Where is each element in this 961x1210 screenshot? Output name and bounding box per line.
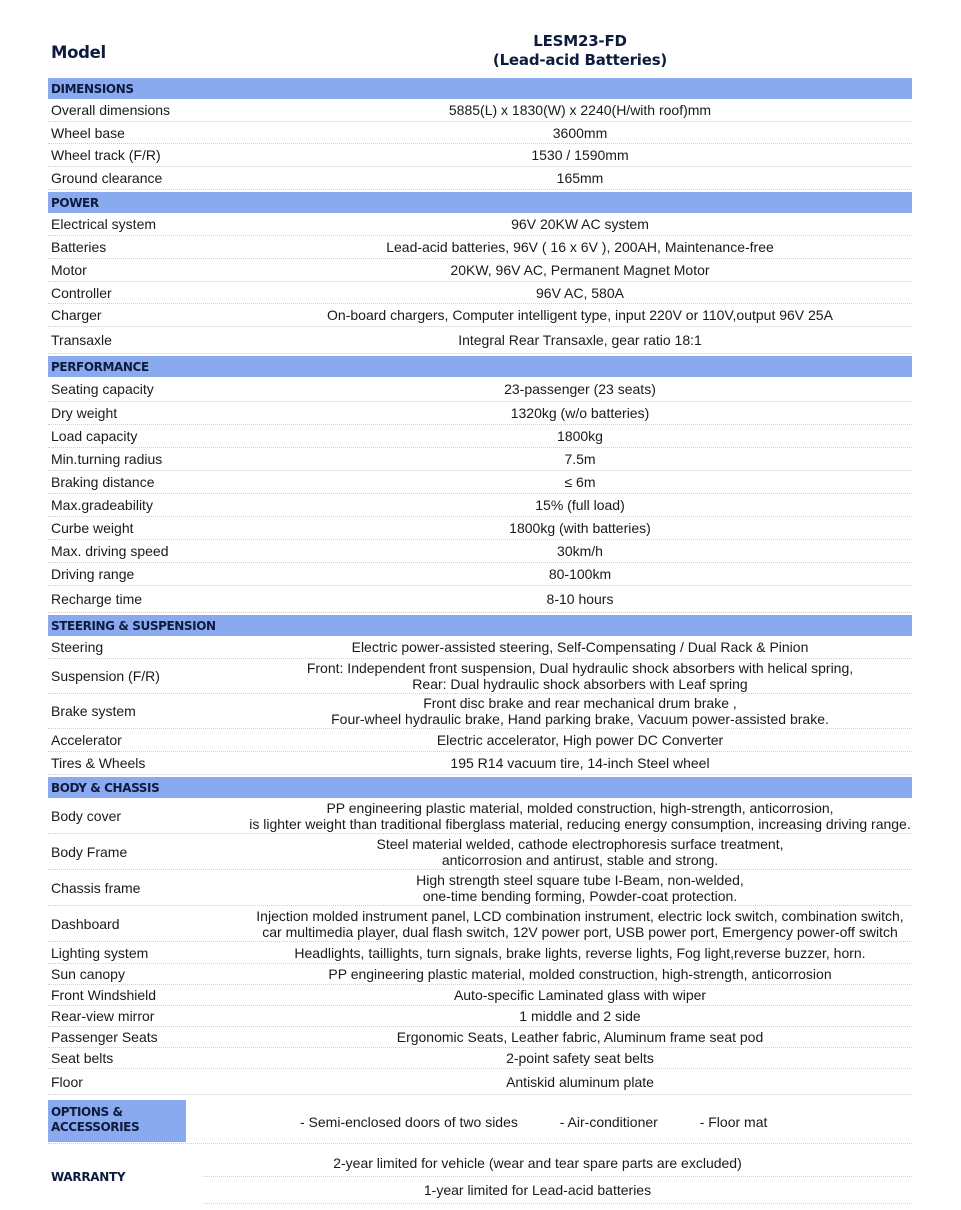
spec-row (48, 659, 912, 694)
spec-value-line: 1530 / 1590mm (531, 147, 629, 163)
spec-value-line: 7.5m (564, 451, 596, 467)
spec-value (248, 405, 912, 421)
spec-row (48, 99, 912, 122)
spec-value (248, 1074, 912, 1090)
spec-value-line: 23-passenger (23 seats) (504, 381, 656, 397)
spec-value-line: 3600mm (552, 124, 608, 141)
spec-value (248, 800, 912, 832)
spec-value (248, 125, 912, 141)
spec-value (248, 428, 912, 444)
warranty-line: 2-year limited for vehicle (wear and tear spare parts are excluded) (203, 1150, 912, 1177)
spec-value (248, 836, 912, 868)
spec-label: Rear-view mirror (51, 1008, 155, 1024)
spec-label: Overall dimensions (51, 102, 171, 118)
model-name (248, 32, 912, 70)
spec-value-line: 80-100km (548, 566, 612, 582)
spec-row (48, 1069, 912, 1095)
spec-row (48, 729, 912, 752)
spec-row (48, 834, 912, 870)
spec-row (48, 304, 912, 327)
spec-label: Floor (51, 1073, 83, 1090)
section-dimensions (48, 78, 912, 190)
model-name-line2: (Lead-acid Batteries) (492, 51, 668, 69)
spec-label: Motor (51, 262, 87, 278)
warranty-row (48, 1150, 912, 1204)
spec-value (248, 381, 912, 397)
spec-row (48, 377, 912, 402)
spec-label: Suspension (F/R) (51, 668, 160, 684)
spec-value-line: 5885(L) x 1830(W) x 2240(H/with roof)mm (448, 102, 712, 118)
spec-label: Charger (51, 307, 102, 323)
option-item: - Floor mat (699, 1114, 768, 1130)
spec-label: Lighting system (51, 944, 149, 961)
spec-row (48, 563, 912, 586)
spec-value (248, 872, 912, 904)
spec-label: Brake system (51, 703, 136, 719)
spec-label: Batteries (51, 239, 107, 255)
spec-label: Accelerator (51, 732, 122, 748)
spec-label: Electrical system (51, 216, 157, 232)
spec-row (48, 942, 912, 964)
spec-value-line: Ergonomic Seats, Leather fabric, Aluminum frame seat pod (396, 1029, 764, 1045)
spec-value (248, 307, 912, 323)
spec-value-line: Front: Independent front suspension, Dual hydraulic shock absorbers with helical spring, (306, 660, 854, 676)
spec-value-line: PP engineering plastic material, molded construction, high-strength, anticorrosion, (326, 799, 834, 816)
spec-row (48, 964, 912, 985)
spec-row (48, 798, 912, 834)
spec-row (48, 167, 912, 190)
spec-value (248, 591, 912, 607)
section-title: PERFORMANCE (48, 356, 912, 377)
spec-value (248, 566, 912, 582)
spec-label: Seat belts (51, 1050, 114, 1066)
spec-value-line: Integral Rear Transaxle, gear ratio 18:1 (458, 332, 702, 348)
spec-value-line: car multimedia player, dual flash switch, 12V power port, USB power port, Emergency power-off switch (262, 923, 898, 940)
spec-value-line: Four-wheel hydraulic brake, Hand parking brake, Vacuum power-assisted brake. (331, 711, 829, 727)
spec-row (48, 402, 912, 425)
section-steering-suspension (48, 615, 912, 775)
spec-value-line: 8-10 hours (546, 591, 614, 607)
section-performance (48, 356, 912, 613)
spec-header (48, 0, 912, 76)
options-title-line1: OPTIONS & (51, 1105, 123, 1119)
spec-value (248, 451, 912, 467)
spec-value-line: PP engineering plastic material, molded construction, high-strength, anticorrosion (328, 966, 832, 982)
spec-label: Body Frame (51, 843, 128, 860)
spec-sheet (48, 0, 912, 1204)
spec-row (48, 586, 912, 613)
spec-row (48, 985, 912, 1006)
spec-value (248, 102, 912, 118)
spec-label: Braking distance (51, 474, 155, 490)
spec-row (48, 448, 912, 471)
spec-label: Sun canopy (51, 966, 125, 982)
spec-value (248, 695, 912, 727)
warranty-values (203, 1150, 912, 1204)
spec-row (48, 1006, 912, 1027)
spec-label: Max. driving speed (51, 543, 169, 559)
spec-value (248, 1029, 912, 1045)
spec-label: Dashboard (51, 915, 120, 932)
spec-value-line: Injection molded instrument panel, LCD combination instrument, electric lock switch, combination switch, (256, 907, 904, 924)
spec-label: Transaxle (51, 332, 112, 348)
spec-label: Controller (51, 284, 112, 301)
spec-row (48, 282, 912, 304)
spec-label: Load capacity (51, 428, 138, 444)
option-item: - Semi-enclosed doors of two sides (300, 1114, 518, 1130)
spec-value (248, 497, 912, 513)
spec-label: Driving range (51, 566, 135, 582)
spec-value (248, 170, 912, 186)
spec-label: Dry weight (51, 405, 118, 421)
warranty-title: WARRANTY (51, 1170, 126, 1184)
spec-row (48, 236, 912, 259)
spec-label: Curbe weight (51, 520, 134, 536)
spec-value-line: 96V 20KW AC system (511, 216, 649, 232)
spec-value-line: 1320kg (w/o batteries) (510, 405, 650, 421)
spec-value-line: 1800kg (with batteries) (509, 520, 651, 536)
spec-label: Max.gradeability (51, 497, 153, 513)
spec-value-line: 15% (full load) (535, 497, 625, 513)
spec-row (48, 494, 912, 517)
spec-value-line: ≤ 6m (564, 474, 596, 490)
spec-value-line: High strength steel square tube I-Beam, non-welded, (416, 871, 744, 888)
spec-label: Recharge time (51, 591, 143, 607)
spec-row (48, 144, 912, 167)
spec-row (48, 1027, 912, 1048)
spec-value-line: 195 R14 vacuum tire, 14-inch Steel wheel (450, 755, 710, 771)
spec-value (248, 755, 912, 771)
spec-value-line: Steel material welded, cathode electrophoresis surface treatment, (376, 835, 784, 852)
spec-value (248, 262, 912, 278)
spec-row (48, 122, 912, 144)
spec-value-line: 165mm (556, 170, 604, 186)
spec-row (48, 906, 912, 942)
spec-value (248, 966, 912, 982)
spec-value-line: Front disc brake and rear mechanical drum brake , (423, 695, 737, 711)
spec-value (248, 239, 912, 255)
model-name-line1: LESM23-FD (533, 32, 627, 50)
spec-row (48, 425, 912, 448)
spec-row (48, 636, 912, 659)
spec-label: Passenger Seats (51, 1029, 158, 1045)
spec-label: Wheel base (51, 124, 125, 141)
spec-value-line: Electric accelerator, High power DC Converter (436, 732, 724, 748)
spec-value-line: anticorrosion and antirust, stable and strong. (441, 851, 719, 868)
spec-row (48, 540, 912, 563)
spec-value-line: 1 middle and 2 side (519, 1008, 641, 1024)
spec-label: Body cover (51, 807, 122, 824)
spec-value-line: 2-point safety seat belts (506, 1050, 654, 1066)
spec-row (48, 327, 912, 354)
spec-value-line: Headlights, taillights, turn signals, brake lights, reverse lights, Fog light,reverse buzzer, horn. (294, 944, 866, 961)
spec-value (248, 285, 912, 301)
spec-value (248, 147, 912, 163)
spec-row (48, 517, 912, 540)
spec-value (248, 908, 912, 940)
model-label: Model (51, 43, 106, 62)
options-values (186, 1112, 912, 1130)
spec-value-line: 30km/h (557, 543, 603, 559)
spec-value (248, 660, 912, 692)
spec-value (248, 1050, 912, 1066)
spec-value-line: Rear: Dual hydraulic shock absorbers with Leaf spring (412, 676, 748, 692)
spec-value (248, 639, 912, 655)
spec-value-line: Auto-specific Laminated glass with wiper (453, 987, 707, 1003)
options-title-line2: ACCESSORIES (51, 1120, 140, 1134)
spec-value-line: Electric power-assisted steering, Self-Compensating / Dual Rack & Pinion (351, 639, 809, 655)
spec-value (248, 945, 912, 961)
spec-value-line: is lighter weight than traditional fiberglass material, reducing energy consumption, increasing driving range. (249, 815, 911, 832)
spec-label: Steering (51, 639, 104, 655)
spec-value (248, 732, 912, 748)
spec-row (48, 870, 912, 906)
section-title: DIMENSIONS (48, 78, 912, 99)
spec-row (48, 471, 912, 494)
spec-value (248, 474, 912, 490)
section-title: POWER (48, 192, 912, 213)
spec-row (48, 259, 912, 282)
spec-label: Tires & Wheels (51, 755, 146, 771)
spec-value-line: 96V AC, 580A (536, 284, 624, 301)
spec-value (248, 543, 912, 559)
options-title (48, 1100, 186, 1142)
spec-value (248, 1008, 912, 1024)
spec-value-line: On-board chargers, Computer intelligent type, input 220V or 110V,output 96V 25A (327, 307, 833, 323)
spec-label: Wheel track (F/R) (51, 147, 161, 163)
spec-row (48, 213, 912, 236)
section-title: BODY & CHASSIS (48, 777, 912, 798)
spec-row (48, 1048, 912, 1069)
spec-value-line: 20KW, 96V AC, Permanent Magnet Motor (450, 262, 710, 278)
spec-value-line: Lead-acid batteries, 96V ( 16 x 6V ), 200AH, Maintenance-free (386, 239, 774, 255)
warranty-line: 1-year limited for Lead-acid batteries (203, 1177, 912, 1204)
spec-value-line: Antiskid aluminum plate (506, 1073, 654, 1090)
spec-value (248, 332, 912, 348)
spec-value-line: one-time bending forming, Powder-coat protection. (422, 887, 738, 904)
spec-value-line: 1800kg (557, 428, 603, 444)
spec-value (248, 987, 912, 1003)
spec-label: Min.turning radius (51, 451, 163, 467)
option-item: - Air-conditioner (559, 1114, 658, 1130)
spec-label: Seating capacity (51, 381, 154, 397)
section-title: STEERING & SUSPENSION (48, 615, 912, 636)
section-power (48, 192, 912, 354)
options-row (48, 1099, 912, 1144)
section-body-chassis (48, 777, 912, 1095)
spec-value (248, 520, 912, 536)
spec-row (48, 694, 912, 729)
spec-label: Chassis frame (51, 879, 141, 896)
spec-label: Ground clearance (51, 170, 163, 186)
spec-row (48, 752, 912, 775)
spec-label: Front Windshield (51, 987, 157, 1003)
spec-value (248, 216, 912, 232)
